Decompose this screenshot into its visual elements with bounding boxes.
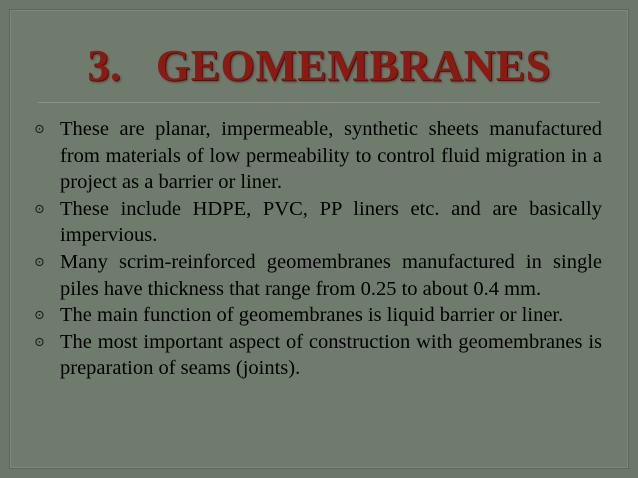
bullet-text: These include HDPE, PVC, PP liners etc. and are basically impervious. <box>60 197 602 247</box>
bullet-list <box>34 116 602 382</box>
bullet-text: Many scrim-reinforced geomembranes manufactured in single piles have thickness that range from 0.25 to about 0.4 mm. <box>60 250 602 300</box>
bullet-item <box>34 196 602 249</box>
circle-bullet-icon: ⊙ <box>34 307 45 323</box>
bullet-item <box>34 116 602 196</box>
bullet-text: These are planar, impermeable, synthetic sheets manufactured from materials of low permeability to control fluid migration in a project as a barrier or liner. <box>60 118 602 194</box>
bullet-item <box>34 329 602 382</box>
circle-bullet-icon: ⊙ <box>34 200 45 216</box>
bullet-item <box>34 249 602 302</box>
circle-bullet-icon: ⊙ <box>34 121 45 136</box>
bullet-text: The main function of geomembranes is liquid barrier or liner. <box>60 304 564 327</box>
bullet-item <box>34 302 602 329</box>
bullet-text: The most important aspect of construction with geomembranes is preparation of seams (joints). <box>60 330 602 380</box>
circle-bullet-icon: ⊙ <box>34 253 45 269</box>
title-divider <box>38 102 600 103</box>
circle-bullet-icon: ⊙ <box>34 333 45 349</box>
slide-title: 3. GEOMEMBRANES <box>87 41 551 90</box>
